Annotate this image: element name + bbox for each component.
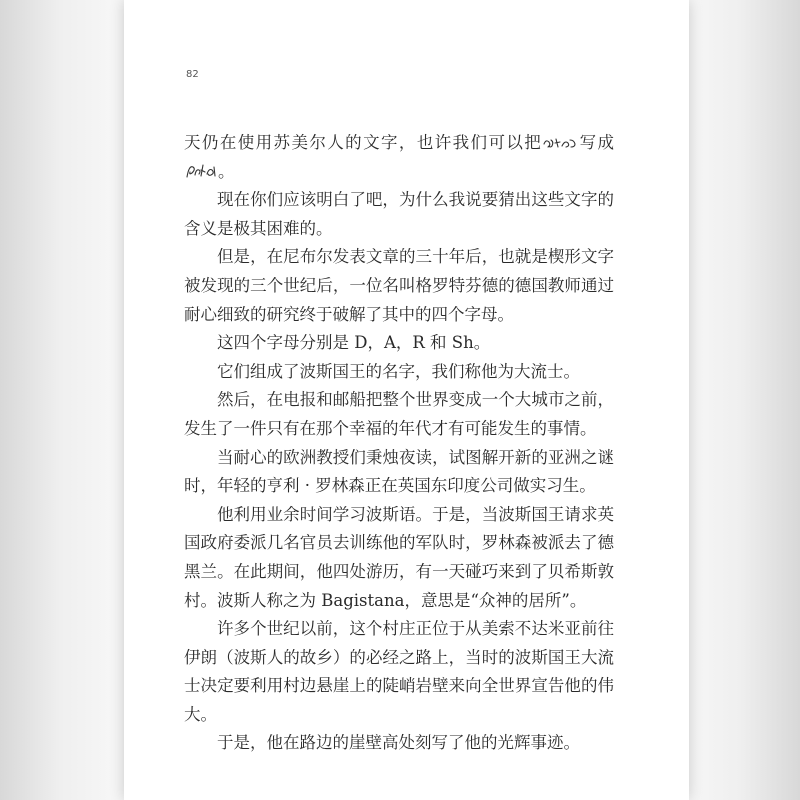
paragraph-9: 许多个世纪以前，这个村庄正位于从美索不达米亚前往伊朗（波斯人的故乡）的必经之路上，当时的波斯国王大流士决定要利用村边悬崖上的陡峭岩壁来向全世界宣告他的伟大。 [184,619,614,724]
body-text [184,129,614,758]
cuneiform-glyph-icon [542,135,578,151]
paragraph-7: 当耐心的欧洲教授们秉烛夜读，试图解开新的亚洲之谜时，年轻的亨利 · 罗林森正在英国东印度公司做实习生。 [184,447,614,496]
paragraph-1-middle: 写成 [578,133,615,152]
paragraph-8: 他利用业余时间学习波斯语。于是，当波斯国王请求英国政府委派几名官员去训练他的军队时，罗林森被派去了德黑兰。在此期间，他四处游历，有一天碰巧来到了贝希斯敦村。波斯人称之为 Bagistana，意思是“众神的居所”。 [184,504,614,610]
page-number: 82 [186,69,199,80]
paragraph-5: 它们组成了波斯国王的名字，我们称他为大流士。 [217,361,580,381]
paragraph-10: 于是，他在路边的崖壁高处刻写了他的光辉事迹。 [217,733,580,753]
book-page [124,0,689,800]
paragraph-4: 这四个字母分别是 D，A，R 和 Sh。 [217,333,491,353]
script-glyph-icon [184,162,218,180]
paragraph-1-after: 。 [218,161,235,181]
paragraph-2: 现在你们应该明白了吧，为什么我说要猜出这些文字的含义是极其困难的。 [184,190,614,238]
paragraph-3: 但是，在尼布尔发表文章的三十年后，也就是楔形文字被发现的三个世纪后，一位名叫格罗特芬德的德国教师通过耐心细致的研究终于破解了其中的四个字母。 [184,247,614,324]
paragraph-1-before: 天仍在使用苏美尔人的文字，也许我们可以把 [184,133,543,152]
paragraph-1 [184,129,614,186]
paragraph-6: 然后，在电报和邮船把整个世界变成一个大城市之前，发生了一件只有在那个幸福的年代才有可能发生的事情。 [184,390,614,438]
